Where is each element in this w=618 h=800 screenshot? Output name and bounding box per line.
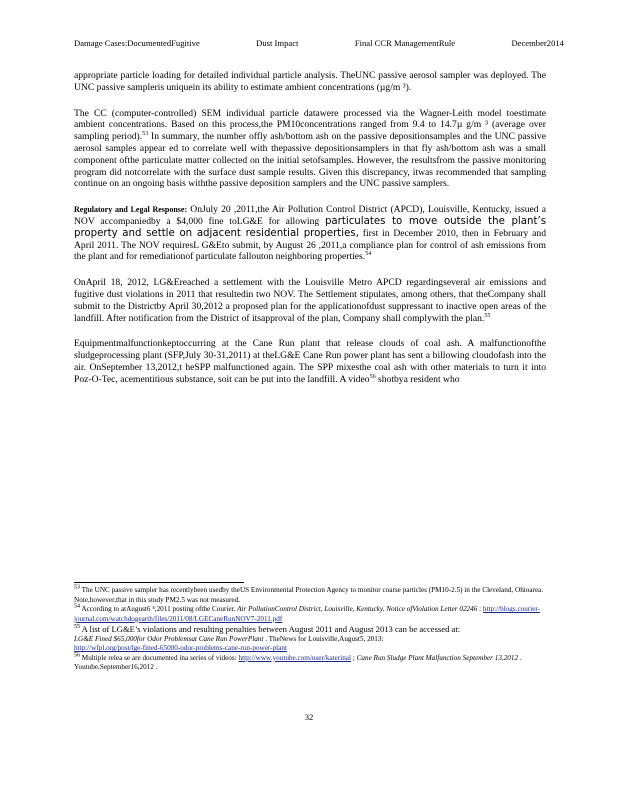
header-mid2: Final CCR ManagementRule	[354, 38, 456, 48]
footnote-54: $^{54}$ According to atAugust6 ⁴,2011 posting ofthe Courier. Air PollutionControl District, Louisville, Kentucky. Notice ofViolation Letter 02246 : http://blogs.courier-journal.com/watchdogearth/files/2011/08/LGECaneRunNOV7-2011.pdf	[74, 603, 541, 623]
running-header	[74, 38, 564, 48]
paragraph-aerosol-sampler: appropriate particle loading for detailed individual particle analysis. TheUNC passive aerosol sampler was deployed. The UNC passive sampleris uniquein its ability to estimate ambient concentrations (µg/m ³).	[74, 70, 546, 93]
footnote-56-link[interactable]: http://www.youtube.com/user/katerinal	[238, 653, 351, 662]
paragraph-regulatory-response: Regulatory and Legal Response: OnJuly 20 ,2011,the Air Pollution Control District (APCD), Louisville, Kentucky, issued a NOV accompaniedby a $4,000 fine toLG&E for allowing particulates to move outside the plant’s property and settle on adjacent residential properties, first in December 2010, then in February and April 2011. The NOV requiresL G&Eto submit, by August 26 ,2011,a compliance plan for control of ash emissions from the plant and for remediationof particulate fallouton neighboring properties.$^{54}$	[74, 204, 546, 263]
header-mid1: Dust Impact	[256, 38, 299, 48]
footnote-55: $^{55}$ A list of LG&E’s violations and resulting penalties between August 2011 and August 2013 can be accessed at:	[74, 624, 461, 635]
footnote-ref-54[interactable]: 54	[365, 251, 372, 258]
header-right: December2014	[511, 38, 564, 48]
page-number: 32	[304, 712, 314, 722]
regulatory-response-label: Regulatory and Legal Response:	[74, 205, 188, 215]
footnotes	[74, 586, 546, 673]
paragraph-settlement: OnApril 18, 2012, LG&Ereached a settlement with the Louisville Metro APCD regardingseveral air emissions and fugitive dust violations in 2011 that resultedin two NOV. The Settlement stipulates, among others, that theCompany shall submit to the Districtby April 30,2012 a proposed plan for the applicationofdust suppressant to inactive open areas of the landfill. After notification from the District of itsapproval of the plan, Company shall complywith the plan.$^{55}$	[74, 277, 546, 324]
footnote-55-cont: LG&E Fined $65,000for Odor Problemsat Cane Run PowerPlant . TheNews for Louisville,August5, 2013: http://wfpl.org/post/lge-fined-65000-odor-problems-cane-run-power-plant	[74, 634, 384, 653]
footnote-55-link[interactable]: http://wfpl.org/post/lge-fined-65000-odor-problems-cane-run-power-plant	[74, 644, 287, 653]
paragraph-equipment-malfunction: Equipmentmalfunctionkeptoccurring at the Cane Run plant that release clouds of coal ash. A malfunctionofthe sludgeprocessing plant (SFP,July 30-31,2011) at theLG&E Cane Run power plant has sent a billowing cloudofash into the air. OnSeptember 13,2012,t heSPP malfunctioned again. The SPP mixesthe coal ash with other materials to turn it into Poz-O-Tec, acementitious substance, soit can be put into the landfill. A video$^{56}$ shotbya resident who	[74, 338, 546, 385]
paragraph-sem-analysis: The CC (computer-controlled) SEM individual particle datawere processed via the Wagner-Leith model toestimate ambient concentrations. Based on this process,the PM10concentrations ranged from 9.4 to 14.7µ g/m ³ (average over sampling period).$^{53}$ In summary, the number offly ash/bottom ash on the passive depositionsamples and the UNC passive aerosol samples appear ed to correlate well with thepassive depositionsamplers in that fly ash/bottom ash was a small component ofthe particulate matter collected on the initial setofsamples. However, the resultsfrom the passive monitoring program did notcorrelate with the surface dust sample results. Given this discrepancy, itwas recommended that sampling continue on an ongoing basis withthe passive deposition samplers and the UNC passive samplers.	[74, 107, 546, 190]
footnote-54-link[interactable]: http://blogs.courier-journal.com/watchdogearth/files/2011/08/LGECaneRunNOV7-2011.pdf	[74, 605, 541, 623]
footnote-ref-53[interactable]: 53	[142, 131, 149, 137]
footnote-ref-56[interactable]: 56	[369, 373, 376, 380]
header-left: Damage Cases:DocumentedFugitive	[74, 38, 200, 48]
body-text	[74, 70, 546, 400]
footnote-ref-55[interactable]: 55	[484, 312, 491, 319]
footnote-56: $^{56}$ Multiple relea se are documented ina series of videos: http://www.youtube.com/user/katerinal ; Cane Run Sludge Plant Malfunction September 13,2012 . Youtube,September16,2012 .	[74, 652, 522, 672]
footnote-separator	[74, 582, 244, 583]
footnote-53: $^{53}$ The UNC passive sampler has recentlybeen usedby theUS Environmental Protection Agency to monitor coarse particles (PM10-2.5) in the Cleveland, Ohioarea. Note,however,that in this study PM2.5 was not measured.	[74, 584, 544, 604]
